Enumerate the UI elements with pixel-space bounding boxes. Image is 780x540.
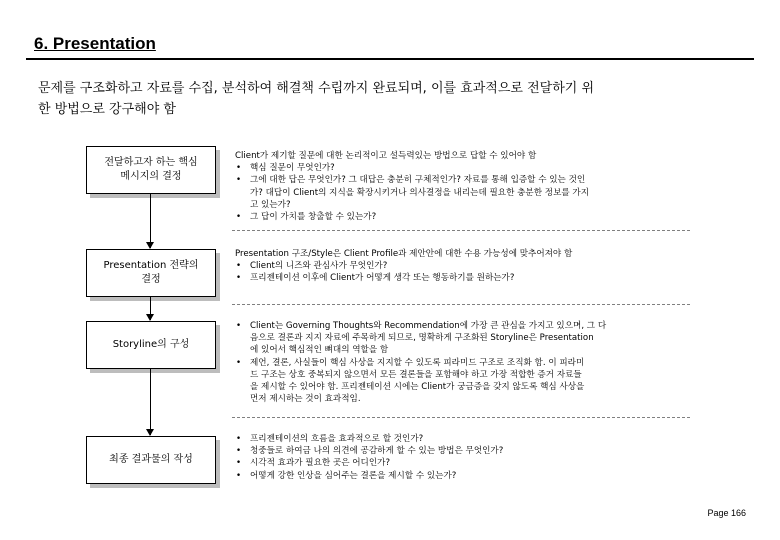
desc-bullet: • 시각적 효과가 필요한 곳은 어디인가?	[235, 457, 705, 469]
step-box-label: 메시지의 결정	[120, 171, 182, 182]
step-description-message	[235, 150, 705, 223]
desc-bullet: • 청중들로 하여금 나의 의견에 공감하게 할 수 있는 방법은 무엇인가?	[235, 445, 705, 457]
desc-bullet: • 그 답이 가치를 창출할 수 있는가?	[235, 211, 705, 223]
desc-bullet: • 제언, 결론, 사실들이 핵심 사상을 지지할 수 있도록 피라미드 구조로 조직화 함. 이 피라미	[235, 357, 705, 369]
step-box-label: 최종 결과물의 작성	[109, 454, 193, 465]
section-divider	[232, 417, 690, 418]
desc-bullet: • 프리젠테이션의 흐름을 효과적으로 할 것인가?	[235, 433, 705, 445]
desc-bullet: • 프리젠테이션 이후에 Client가 어떻게 생각 또는 행동하기를 원하는가?	[235, 272, 705, 284]
step-box-message	[86, 146, 216, 194]
desc-line: 먼저 제시하는 것이 효과적임.	[250, 394, 361, 405]
desc-bullet: • 핵심 질문이 무엇인가?	[235, 162, 705, 174]
flow-arrow	[150, 368, 151, 435]
intro-text	[38, 78, 758, 120]
desc-line: 음으로 결론과 지지 자료에 주목하게 되므로, 명확하게 구조화된 Storyline은 Presentation	[250, 333, 594, 344]
desc-line: 을 제시할 수 있어야 함. 프리젠테이션 시에는 Client가 궁금증을 갖지 않도록 핵심 사상을	[250, 382, 585, 393]
page-number: Page 166	[707, 508, 746, 518]
step-box-label: 전달하고자 하는 핵심	[104, 157, 198, 168]
desc-line: 고 있는가?	[250, 199, 291, 210]
step-box-label: 결정	[141, 274, 161, 285]
step-description-strategy	[235, 248, 705, 285]
flow-arrow	[150, 193, 151, 248]
step-box-label: Storyline의 구성	[112, 339, 190, 350]
desc-bullet: • Client의 니즈와 관심사가 무엇인가?	[235, 260, 705, 272]
step-box-label: Presentation 전략의	[103, 260, 199, 271]
intro-line: 한 방법으로 강구해야 함	[38, 102, 176, 117]
desc-bullet: • 어떻게 강한 인상을 심어주는 결론을 제시할 수 있는가?	[235, 470, 705, 482]
desc-line: Presentation 구조/Style은 Client Profile과 제안안에 대한 수용 가능성에 맞추어져야 함	[235, 249, 573, 259]
step-description-storyline	[235, 320, 705, 405]
desc-line: 드 구조는 상호 중복되지 않으면서 모든 결론들을 포함해야 하고 가장 적합한 증거 자료들	[250, 369, 582, 380]
desc-line: 에 있어서 핵심적인 뼈대의 역할을 함	[250, 345, 389, 356]
intro-line: 문제를 구조화하고 자료를 수집, 분석하여 해결책 수립까지 완료되며, 이를 효과적으로 전달하기 위	[38, 81, 595, 96]
section-divider	[232, 230, 690, 231]
section-divider	[232, 304, 690, 305]
step-box-strategy	[86, 249, 216, 297]
desc-bullet: • Client는 Governing Thoughts와 Recommendation에 가장 큰 관심을 가지고 있으며, 그 다	[235, 320, 705, 332]
title-divider	[26, 58, 754, 60]
step-box-storyline	[86, 321, 216, 369]
flow-arrow	[150, 296, 151, 320]
step-box-final	[86, 436, 216, 484]
desc-line: 가? 대답이 Client의 지식을 확장시키거나 의사결정을 내리는데 필요한 충분한 정보를 가지	[250, 187, 590, 198]
desc-line: Client가 제기할 질문에 대한 논리적이고 설득력있는 방법으로 답할 수 있어야 함	[235, 151, 537, 161]
page-title: 6. Presentation	[34, 34, 156, 53]
desc-bullet: • 그에 대한 답은 무엇인가? 그 대답은 충분히 구체적인가? 자료를 통해 입증할 수 있는 것인	[235, 174, 705, 186]
step-description-final	[235, 433, 705, 482]
